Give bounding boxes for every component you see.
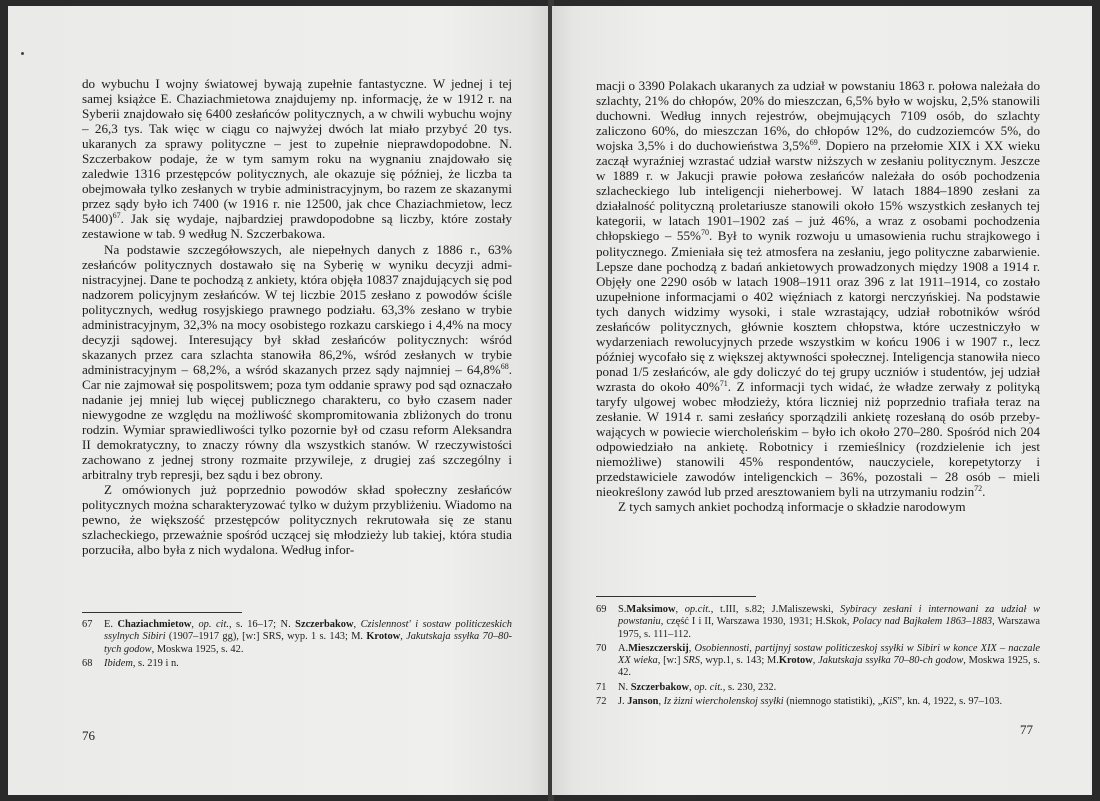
left-paragraph-3: [82, 482, 512, 557]
footnote-text: , wyp.1, s. 143; M.: [699, 655, 779, 667]
footnote-text: ,: [400, 631, 407, 643]
right-page: [552, 6, 1092, 795]
footnote: [82, 619, 512, 656]
left-page: [8, 6, 550, 795]
footnote-number: 71: [596, 681, 607, 693]
footnote-text: Osobiennosti, partijnyj sostaw politiczeskoj ssyłki w Sibiri w konce XIX – naczale XX wieka: [618, 642, 1040, 667]
footnote-number: 72: [596, 696, 607, 708]
footnote-text: ,: [675, 604, 685, 615]
text-line: .: [982, 484, 986, 500]
left-paragraph-1: [82, 76, 512, 242]
footnote-text: ,: [191, 619, 199, 630]
right-paragraph-1: [596, 78, 1040, 499]
footnote-text: Sybiracy zesłani i internowani za udział w powstaniu: [618, 604, 1041, 628]
footnote-text: Iz żizni wiercholenskoj ssyłki: [663, 696, 784, 708]
footnote-text: ,: [689, 681, 695, 693]
footnote-text: , część I i II, Warszawa 1930, 1931; H.Skok,: [660, 616, 853, 628]
footnote-text: KiS: [882, 696, 898, 708]
footnote-reference: 72: [974, 484, 983, 494]
footnote-number: 70: [596, 642, 607, 654]
footnote: [596, 604, 1040, 641]
footnote-text: Janson: [627, 696, 659, 708]
footnote: [596, 643, 1040, 680]
footnote-reference: 67: [112, 211, 121, 221]
footnote-text: ,: [353, 619, 361, 630]
footnote-text: Jakutskaja ssyłka 70–80-tych godow: [104, 631, 512, 655]
footnote-text: Jakutskaja ssyłka 70–80-ch godow: [818, 655, 964, 667]
left-footnotes: [82, 619, 512, 672]
footnote-text: , s. 16–17; N.: [228, 619, 296, 630]
footnote-reference: 68: [500, 361, 509, 371]
footnote-text: Chaziachmietow: [117, 619, 192, 630]
footnote-text: Czislennost' i sostaw politiczeskich ssylnych Sibiri: [104, 619, 512, 643]
footnote-text: J.: [618, 696, 628, 708]
footnote-text: S.: [618, 604, 627, 615]
text-line: . Z informacji tych widać, że władze zerwały z polityką taryfy ulgowej wobec młodzieży, która liczniej niż poprzednio trafiała teraz na zesłanie. W 1914 r. sami zesłańcy sporządzili ankietę rozesłaną do osób przebywających w powiecie wiercholeńskim – było ich około 270–280. Spośród nich 204 odpowiedziało na ankietę. Robotnicy i rzemieślnicy (rozdzielenie ich jest niemożliwe) stanowili 45% respondentów, nauczyciele, korepetytorzy i przedstawiciele zawodów inteligenckich – 36%, pozostali – 28 osób – mieli nieokreślony zawód lub przed aresztowaniem byli na utrzymaniu rodzin: [596, 378, 1040, 500]
footnote-text: Szczerbakow: [295, 619, 354, 630]
footnote-text: , s. 230, 232.: [722, 681, 777, 693]
footnote-text: ,: [658, 696, 664, 708]
footnote-text: N.: [618, 681, 631, 693]
footnote-text: Ibidem: [104, 657, 133, 669]
footnote-reference: 69: [809, 138, 818, 148]
footnote-number: 68: [82, 657, 93, 669]
footnote-text: , Moskwa 1925, s. 42.: [618, 655, 1041, 679]
text-line: macji o 3390 Polakach ukaranych za udział w powstaniu 1863 r. połowa należała do szlachty, 21% do chłopów, 20% do mieszczan, 6,5% było w wojsku, 2,5% stanowili duchowni. Według innych rejestrów, obejmujących 7109 osób, do szlachty zaliczono 60%, do mieszczan 16%, do chłopów 12%, do cudzoziemców 5%, do wojska 3,5% i do duchowieństwa 3,5%: [596, 78, 1040, 154]
text-line: Z omówionych już poprzednio powodów skład społeczny zesłańców politycznych można scharakteryzować tylko w dużym przybliżeniu. Wiadomo na pewno, że większość przestępców politycznych rekrutowała się ze stanu szlacheckiego, przeważnie spośród uczącej się młodzieży lub takiej, która studia porzuciła, albo była z nich wydalona. Według infor-: [82, 482, 512, 558]
text-line: . Car nie zajmował się pospolitswem; poza tym oddanie sprawy pod sąd oznaczało nadanie jej mniej lub więcej publicznego charakteru, co było czasem nader niewygodne ze względu na możliwość skompromitowania zbliżonych do tronu rodzin. Wymiar sprawiedliwości tylko pozornie był od czasu reform Aleksandra II demokratyczny, to znaczy równy dla wszystkich stanów. W rzeczywistości zachowano z jednej strony rozmaite przywileje, z drugiej zaś szczególny i arbitralny tryb represji, bez sądu i bez obrony.: [82, 361, 512, 483]
footnote-text: , Moskwa 1925, s. 42.: [151, 643, 244, 655]
footnote-text: op.cit.: [684, 604, 711, 615]
footnote-separator: [596, 596, 756, 597]
footnote-text: , s. 219 i n.: [132, 657, 179, 669]
footnote-number: 69: [596, 604, 607, 615]
text-line: Na podstawie szczegółowszych, ale niepełnych danych z 1886 r., 63% zesłańców politycznych dostawało się na Syberię w wyniku decyzji administracyjnej. Dane te pochodzą z ankiety, która objęła 10837 znajdujących się pod nadzorem policyjnym zesłańców. W tej liczbie 2015 zesłano z powodów ściśle politycznych, według rosyjskiego prawnego podziału. 63,3% zesłano w trybie administracyjnym, 32,3% na mocy osobistego rozkazu carskiego i 4,4% na mocy decyzji sądowej. Interesujący był skład zesłańców politycznych: wśród skazanych przez cara szlachta stanowiła 86,2%, wśród zesłanych w trybie administracyjnym – 68,2%, a wśród skazanych przez sądy najmniej – 64,8%: [82, 241, 512, 377]
footnote-text: (1907–1917 gg), [w:] SRS, wyp. 1 s. 143; M.: [165, 631, 367, 643]
left-paragraph-2: [82, 242, 512, 483]
right-body-text: [596, 78, 1040, 514]
page-number-left: 76: [82, 728, 95, 743]
footnote-separator: [82, 612, 242, 613]
footnote-text: ,: [688, 642, 695, 654]
right-paragraph-2: [596, 499, 1040, 514]
text-line: . Jak się wydaje, najbardziej prawdopodobne są liczby, które zostały zestawione w tab. 9 według N. Szczerbakowa.: [82, 211, 512, 242]
footnote: [596, 682, 1040, 694]
footnote-text: op. cit.: [694, 681, 723, 693]
footnote-text: , t.III, s.82; J.Maliszewski,: [710, 604, 841, 615]
footnote-text: (niemnogo statistiki), „: [783, 696, 883, 708]
footnote-text: op. cit.: [198, 619, 229, 630]
footnote-text: Mieszczerskij: [628, 642, 689, 654]
footnote-text: Polacy nad Bajkałem 1863–1883: [852, 616, 993, 628]
footnote-text: A.: [618, 642, 629, 654]
speck-mark: [21, 52, 24, 55]
text-line: do wybuchu I wojny światowej bywają zupełnie fantastyczne. W jednej i tej samej książce E. Chaziachmietowa znajdujemy np. informację, że w 1912 r. na Syberii znajdowało się 6400 zesłańców politycznych, a w chwili wybuchu wojny – 26,3 tys. Tak więc w ciągu co najwyżej dwóch lat miało przybyć 20 tys. ukaranych za sprawy polityczne – jest to zupełnie nieprawdopodobne. N. Szczerbakow podaje, że w tym samym roku na wygnaniu znajdowało się zaledwie 1316 przestępców politycznych, ale okazuje się później, że liczba ta obejmowała tylko zesłanych w trybie administracyjnym, bo razem ze skazanymi przez sądy było ich 7400 (w 1916 r. nie 12500, jak chce Chaziachmietow, lecz 5400): [82, 76, 512, 227]
footnote-text: SRS: [683, 655, 700, 667]
footnote-text: ”, kn. 4, 1922, s. 97–103.: [897, 696, 1003, 708]
footnote-text: , [w:]: [657, 655, 684, 667]
footnote-text: Krotow: [778, 655, 813, 667]
footnote-reference: 71: [719, 378, 728, 388]
footnote: [596, 696, 1040, 708]
footnote-text: Szczerbakow: [630, 681, 689, 693]
page-number-right: 77: [1020, 722, 1033, 737]
footnote-text: Maksimow: [626, 604, 676, 615]
footnote-reference: 70: [700, 228, 709, 238]
text-line: . Dopiero na przełomie XIX i XX wieku zaczął wyraźniej wzrastać udział warstw niższych w zesłaniu politycznym. Jeszcze w 1889 r. w Jakucji prawie połowa zesłańców należała do osób pochodzenia szlacheckiego lub inteligencji nieherbowej. W latach 1884–1890 zesłani za działalność polityczną proletariusze stanowili około 15% wszystkich zesłanych tej kategorii, w latach 1901–1902 zaś – już 46%, a wraz z osobami pochodzenia chłopskiego – 55%: [596, 138, 1041, 244]
footnote: [82, 658, 512, 670]
footnote-text: , Warszawa 1975, s. 111–112.: [618, 616, 1041, 640]
footnote-text: ,: [812, 655, 819, 667]
right-footnotes: [596, 604, 1040, 710]
text-line: Z tych samych ankiet pochodzą informacje o składzie narodowym: [618, 499, 966, 515]
text-line: . Był to wynik rozwoju u umasowienia ruchu strajkowego i politycznego. Zmieniała się też atmosfera na zesłaniu, jego polityczne zabarwienie. Lepsze dane pochodzą z badań ankietowych prowadzonych między 1908 a 1914 r. Objęły one 2290 osób w latach 1908–1911 oraz 396 z lat 1911–1914, co zostało uzupełnione informacjami o 402 więźniach z katorgi nerczyńskiej. Na podstawie tych danych widzimy wysoki, i stale wzrastający, udział robotników wśród zesłańców politycznych, głównie kosztem chłopstwa, które uczestniczyło w wydarzeniach rewolucyjnych przede wszystkim w końcu 1906 i w 1907 r., lecz później wycofało się z większej aktywności społecznej. Inteligencja stanowiła nieco ponad 1/5 zesłańców, ale gdy doliczyć do tej grupy uczniów i studentów, jej udział wzrasta do około 40%: [596, 228, 1041, 394]
footnote-text: E.: [104, 619, 118, 630]
left-body-text: [82, 76, 512, 558]
footnote-number: 67: [82, 619, 93, 630]
footnote-text: Krotow: [366, 631, 401, 643]
